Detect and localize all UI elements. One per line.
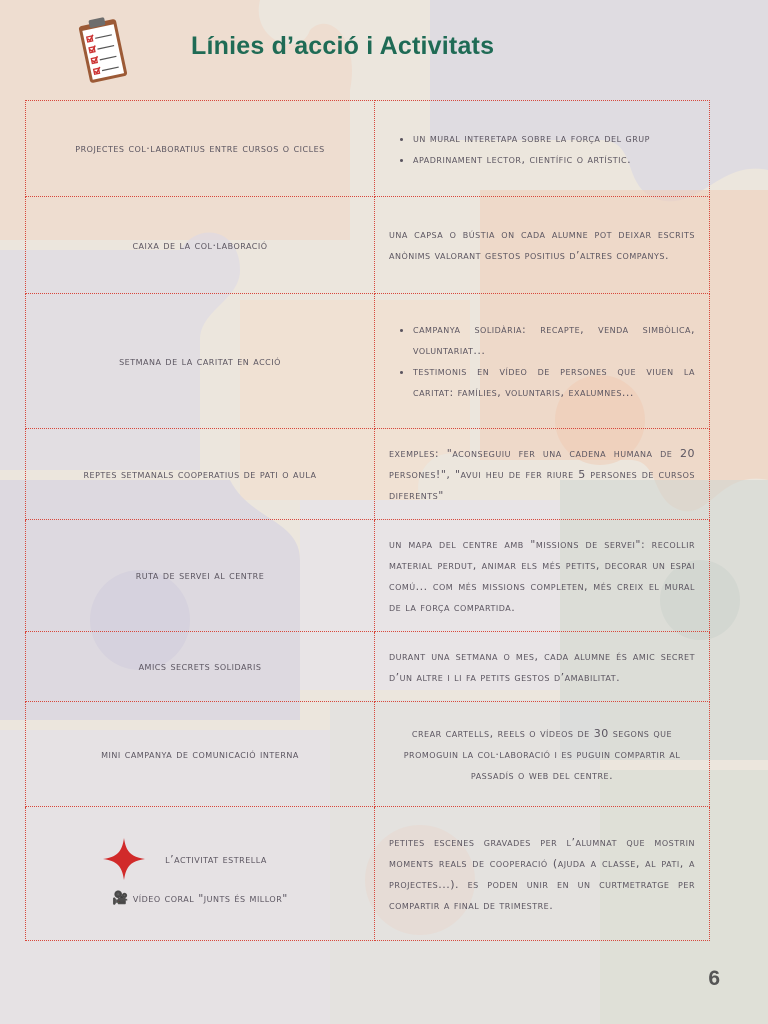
table-row xyxy=(26,807,710,941)
activity-description: durant una setmana o mes, cada alumne és amic secret d’un altre i li fa petits gestos d’amabilitat. xyxy=(375,632,710,702)
table-row xyxy=(26,520,710,632)
bullet-list xyxy=(389,319,695,403)
line-of-action: projectes col·laboratius entre cursos o cicles xyxy=(26,101,375,197)
activity-description: crear cartells, reels o vídeos de 30 segons que promoguin la col·laboració i es puguin compartir al passadís o web del centre. xyxy=(375,702,710,807)
activities-table xyxy=(25,100,710,941)
table-row xyxy=(26,197,710,294)
line-of-action: amics secrets solidaris xyxy=(26,632,375,702)
activity-description: exemples: "aconseguiu fer una cadena humana de 20 persones!", "avui heu de fer riure 5 persones de cursos diferents" xyxy=(375,429,710,520)
red-star-icon xyxy=(103,838,145,880)
line-of-action: caixa de la col·laboració xyxy=(26,197,375,294)
activity-description: petites escenes gravades per l’alumnat que mostrin moments reals de cooperació (ajuda a classe, al pati, a projectes...). es poden unir en un curtmetratge per compartir a final de trimestre. xyxy=(375,807,710,941)
header xyxy=(0,0,768,90)
table-row xyxy=(26,632,710,702)
list-item: • apadrinament lector, científic o artístic. xyxy=(413,149,695,170)
line-of-action: mini campanya de comunicació interna xyxy=(26,702,375,807)
list-item: • campanya solidària: recapte, venda simbòlica, voluntariat... xyxy=(413,319,695,361)
page-title: Línies d’acció i Activitats xyxy=(191,32,495,60)
table-row xyxy=(26,294,710,429)
clipboard-checklist-icon xyxy=(76,14,130,88)
activity-description: un mapa del centre amb "missions de servei": recollir material perdut, animar els més petits, decorar un espai comú... com més missions completen, més creix el mural de la força compartida. xyxy=(375,520,710,632)
activity-description: una capsa o bústia on cada alumne pot deixar escrits anònims valorant gestos positius d’altres companys. xyxy=(375,197,710,294)
list-item: • un mural interetapa sobre la força del grup xyxy=(413,128,695,149)
line-of-action xyxy=(26,807,375,941)
activity-description xyxy=(375,294,710,429)
star-activity-heading xyxy=(14,838,356,880)
table-row xyxy=(26,429,710,520)
activity-description xyxy=(375,101,710,197)
table-row xyxy=(26,702,710,807)
line-of-action: setmana de la caritat en acció xyxy=(26,294,375,429)
table-row xyxy=(26,101,710,197)
video-title: vídeo coral "junts és millor" xyxy=(132,892,288,905)
bullet-list xyxy=(389,128,695,170)
line-of-action: ruta de servei al centre xyxy=(26,520,375,632)
list-item: • testimonis en vídeo de persones que viuen la caritat: famílies, voluntaris, exalumnes... xyxy=(413,361,695,403)
star-activity-title: l’activitat estrella xyxy=(165,852,267,866)
page-number: 6 xyxy=(708,967,720,990)
line-of-action: reptes setmanals cooperatius de pati o aula xyxy=(26,429,375,520)
video-camera-icon: 🎥 xyxy=(112,891,129,906)
video-subtitle xyxy=(44,888,356,909)
